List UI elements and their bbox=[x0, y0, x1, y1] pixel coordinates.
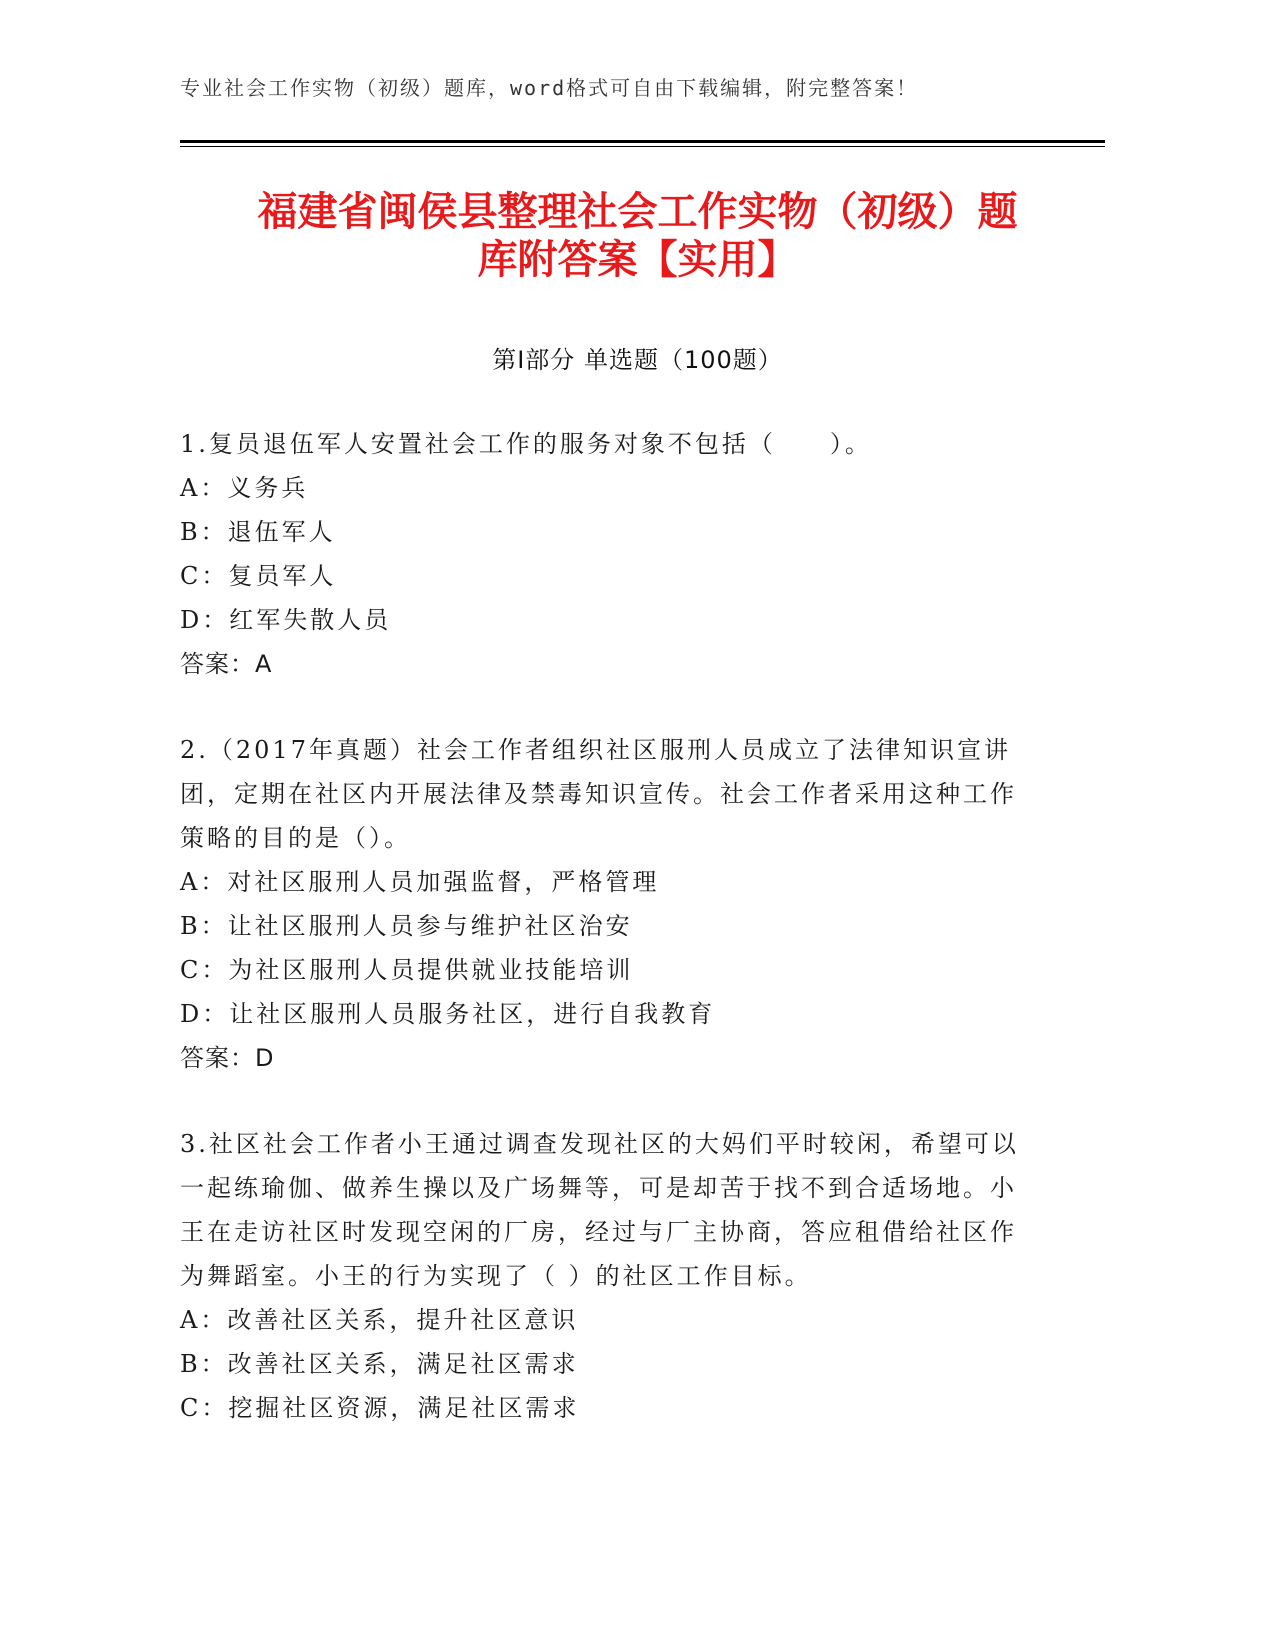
option-b: B：让社区服刑人员参与维护社区治安 bbox=[180, 912, 633, 940]
option-c: C：为社区服刑人员提供就业技能培训 bbox=[180, 956, 634, 984]
option-a: A：改善社区关系，提升社区意识 bbox=[180, 1306, 579, 1334]
page-header-text: 专业社会工作实物（初级）题库，word格式可自由下载编辑，附完整答案！ bbox=[180, 76, 919, 100]
answer-line: 答案：A bbox=[180, 650, 273, 678]
title-line-2: 库附答案【实用】 bbox=[477, 237, 798, 283]
option-d: D：红军失散人员 bbox=[180, 606, 392, 634]
question-list bbox=[180, 422, 1025, 1472]
title-line-1: 福建省闽侯县整理社会工作实物（初级）题 bbox=[257, 189, 1018, 235]
option-a: A：义务兵 bbox=[180, 474, 309, 502]
question-3 bbox=[180, 1122, 1025, 1430]
question-stem: 1.复员退伍军人安置社会工作的服务对象不包括（ ）。 bbox=[180, 430, 872, 458]
option-c: C：复员军人 bbox=[180, 562, 337, 590]
question-stem: 3.社区社会工作者小王通过调查发现社区的大妈们平时较闲，希望可以一起练瑜伽、做养生操以及广场舞等，可是却苦于找不到合适场地。小王在走访社区时发现空闲的厂房，经过与厂主协商，答应租借给社区作为舞蹈室。小王的行为实现了（ ）的社区工作目标。 bbox=[180, 1130, 1019, 1290]
document-title bbox=[140, 188, 1135, 284]
option-b: B：改善社区关系，满足社区需求 bbox=[180, 1350, 579, 1378]
option-d: D：让社区服刑人员服务社区，进行自我教育 bbox=[180, 1000, 716, 1028]
header-rule-thin bbox=[180, 146, 1105, 147]
question-2 bbox=[180, 728, 1025, 1080]
answer-line: 答案：D bbox=[180, 1044, 275, 1072]
section-heading: 第Ⅰ部分 单选题（100题） bbox=[492, 346, 783, 374]
option-c: C：挖掘社区资源，满足社区需求 bbox=[180, 1394, 580, 1422]
question-1 bbox=[180, 422, 1025, 686]
option-a: A：对社区服刑人员加强监督，严格管理 bbox=[180, 868, 660, 896]
header-rule-thick bbox=[180, 140, 1105, 143]
option-b: B：退伍军人 bbox=[180, 518, 336, 546]
question-stem: 2.（2017年真题）社会工作者组织社区服刑人员成立了法律知识宣讲团，定期在社区内开展法律及禁毒知识宣传。社会工作者采用这种工作策略的目的是（）。 bbox=[180, 736, 1017, 852]
